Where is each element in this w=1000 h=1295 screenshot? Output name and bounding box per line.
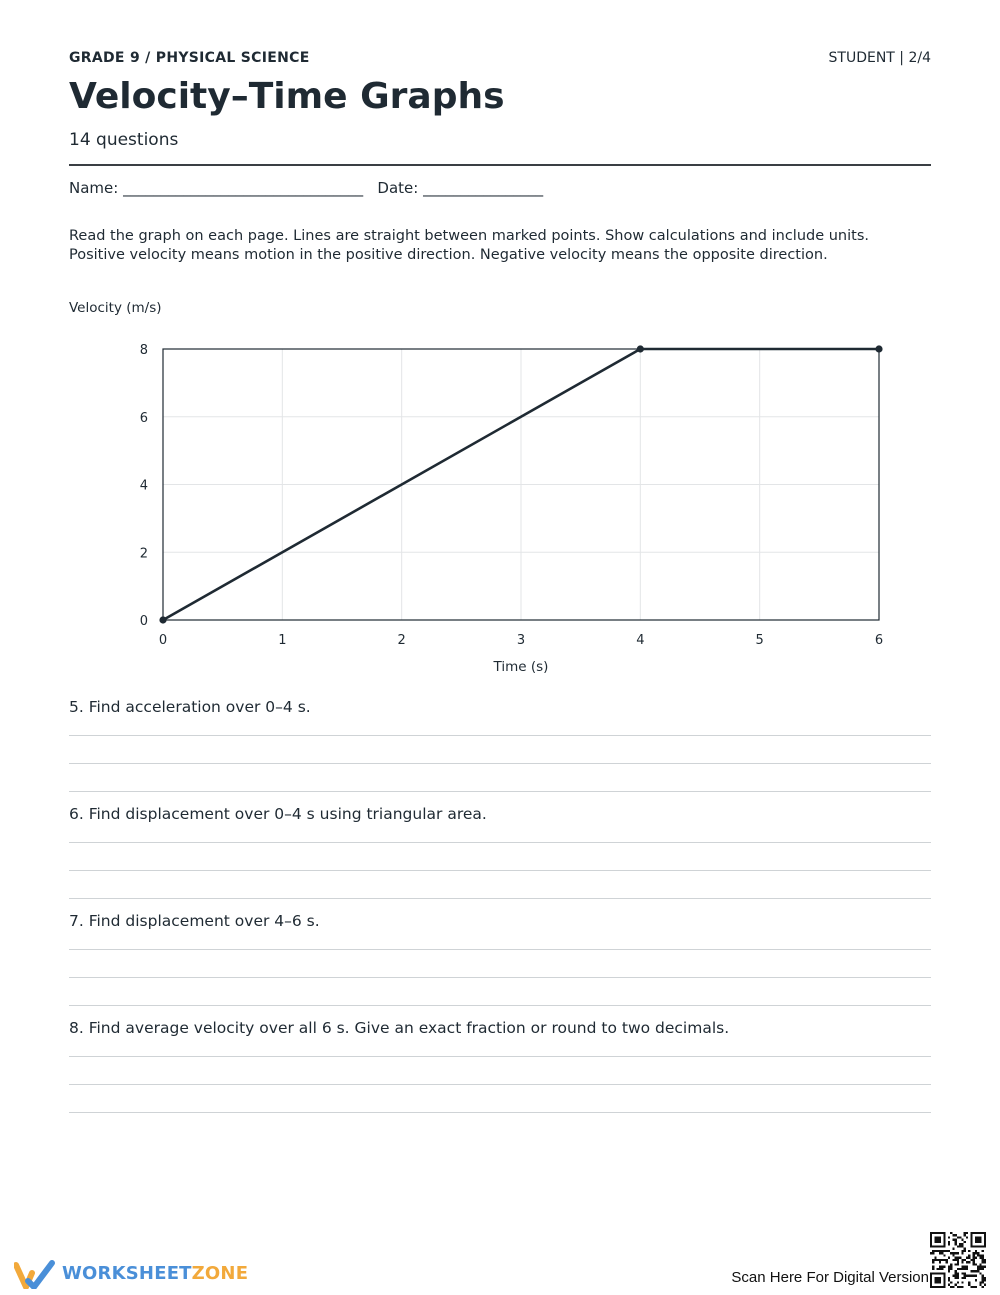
question-6: 6. Find displacement over 0–4 s using triangular area.	[69, 805, 487, 823]
data-point	[875, 345, 882, 352]
brand-part-2: ZONE	[191, 1263, 249, 1284]
x-axis-label: Time (s)	[493, 659, 549, 675]
y-tick-label: 0	[139, 614, 148, 629]
answer-line[interactable]	[69, 1112, 931, 1113]
page-info: STUDENT | 2/4	[828, 50, 931, 66]
x-tick-label: 0	[158, 633, 168, 648]
y-tick-label: 4	[139, 478, 148, 494]
instructions-line-1: Read the graph on each page. Lines are straight between marked points. Show calculations and include units.	[69, 228, 869, 244]
y-tick-label: 8	[139, 343, 148, 358]
answer-line[interactable]	[69, 1056, 931, 1057]
instructions-line-2: Positive velocity means motion in the positive direction. Negative velocity means the opposite direction.	[69, 247, 828, 263]
subject-label: GRADE 9 / PHYSICAL SCIENCE	[69, 50, 310, 66]
page-title: Velocity–Time Graphs	[69, 76, 505, 117]
date-field[interactable]: Date: ________________	[377, 179, 544, 197]
worksheetzone-logo-icon	[14, 1259, 56, 1289]
x-tick-label: 5	[755, 633, 764, 648]
question-count: 14 questions	[69, 130, 179, 150]
answer-line[interactable]	[69, 898, 931, 899]
brand-name[interactable]	[62, 1263, 248, 1284]
x-tick-label: 4	[636, 633, 645, 648]
answer-line[interactable]	[69, 735, 931, 736]
answer-line[interactable]	[69, 763, 931, 764]
y-tick-label: 2	[139, 546, 148, 562]
answer-line[interactable]	[69, 870, 931, 871]
y-tick-label: 6	[139, 410, 148, 426]
answer-line[interactable]	[69, 1084, 931, 1085]
x-tick-label: 3	[516, 633, 526, 648]
scan-text: Scan Here For Digital Version	[731, 1269, 929, 1286]
answer-line[interactable]	[69, 842, 931, 843]
question-8: 8. Find average velocity over all 6 s. Give an exact fraction or round to two decimals.	[69, 1019, 730, 1037]
answer-line[interactable]	[69, 1005, 931, 1006]
x-tick-label: 2	[397, 633, 406, 648]
data-point	[159, 616, 166, 623]
x-tick-label: 1	[278, 633, 287, 648]
brand-part-1: WORKSHEET	[62, 1263, 192, 1284]
data-point	[637, 345, 644, 352]
answer-line[interactable]	[69, 791, 931, 792]
question-7: 7. Find displacement over 4–6 s.	[69, 912, 320, 930]
answer-line[interactable]	[69, 977, 931, 978]
question-5: 5. Find acceleration over 0–4 s.	[69, 698, 311, 716]
qr-code-icon[interactable]	[930, 1232, 986, 1288]
x-tick-label: 6	[874, 633, 884, 648]
answer-line[interactable]	[69, 949, 931, 950]
name-field[interactable]: Name: ________________________________	[69, 179, 364, 197]
chart-y-axis-label: Velocity (m/s)	[69, 300, 162, 316]
